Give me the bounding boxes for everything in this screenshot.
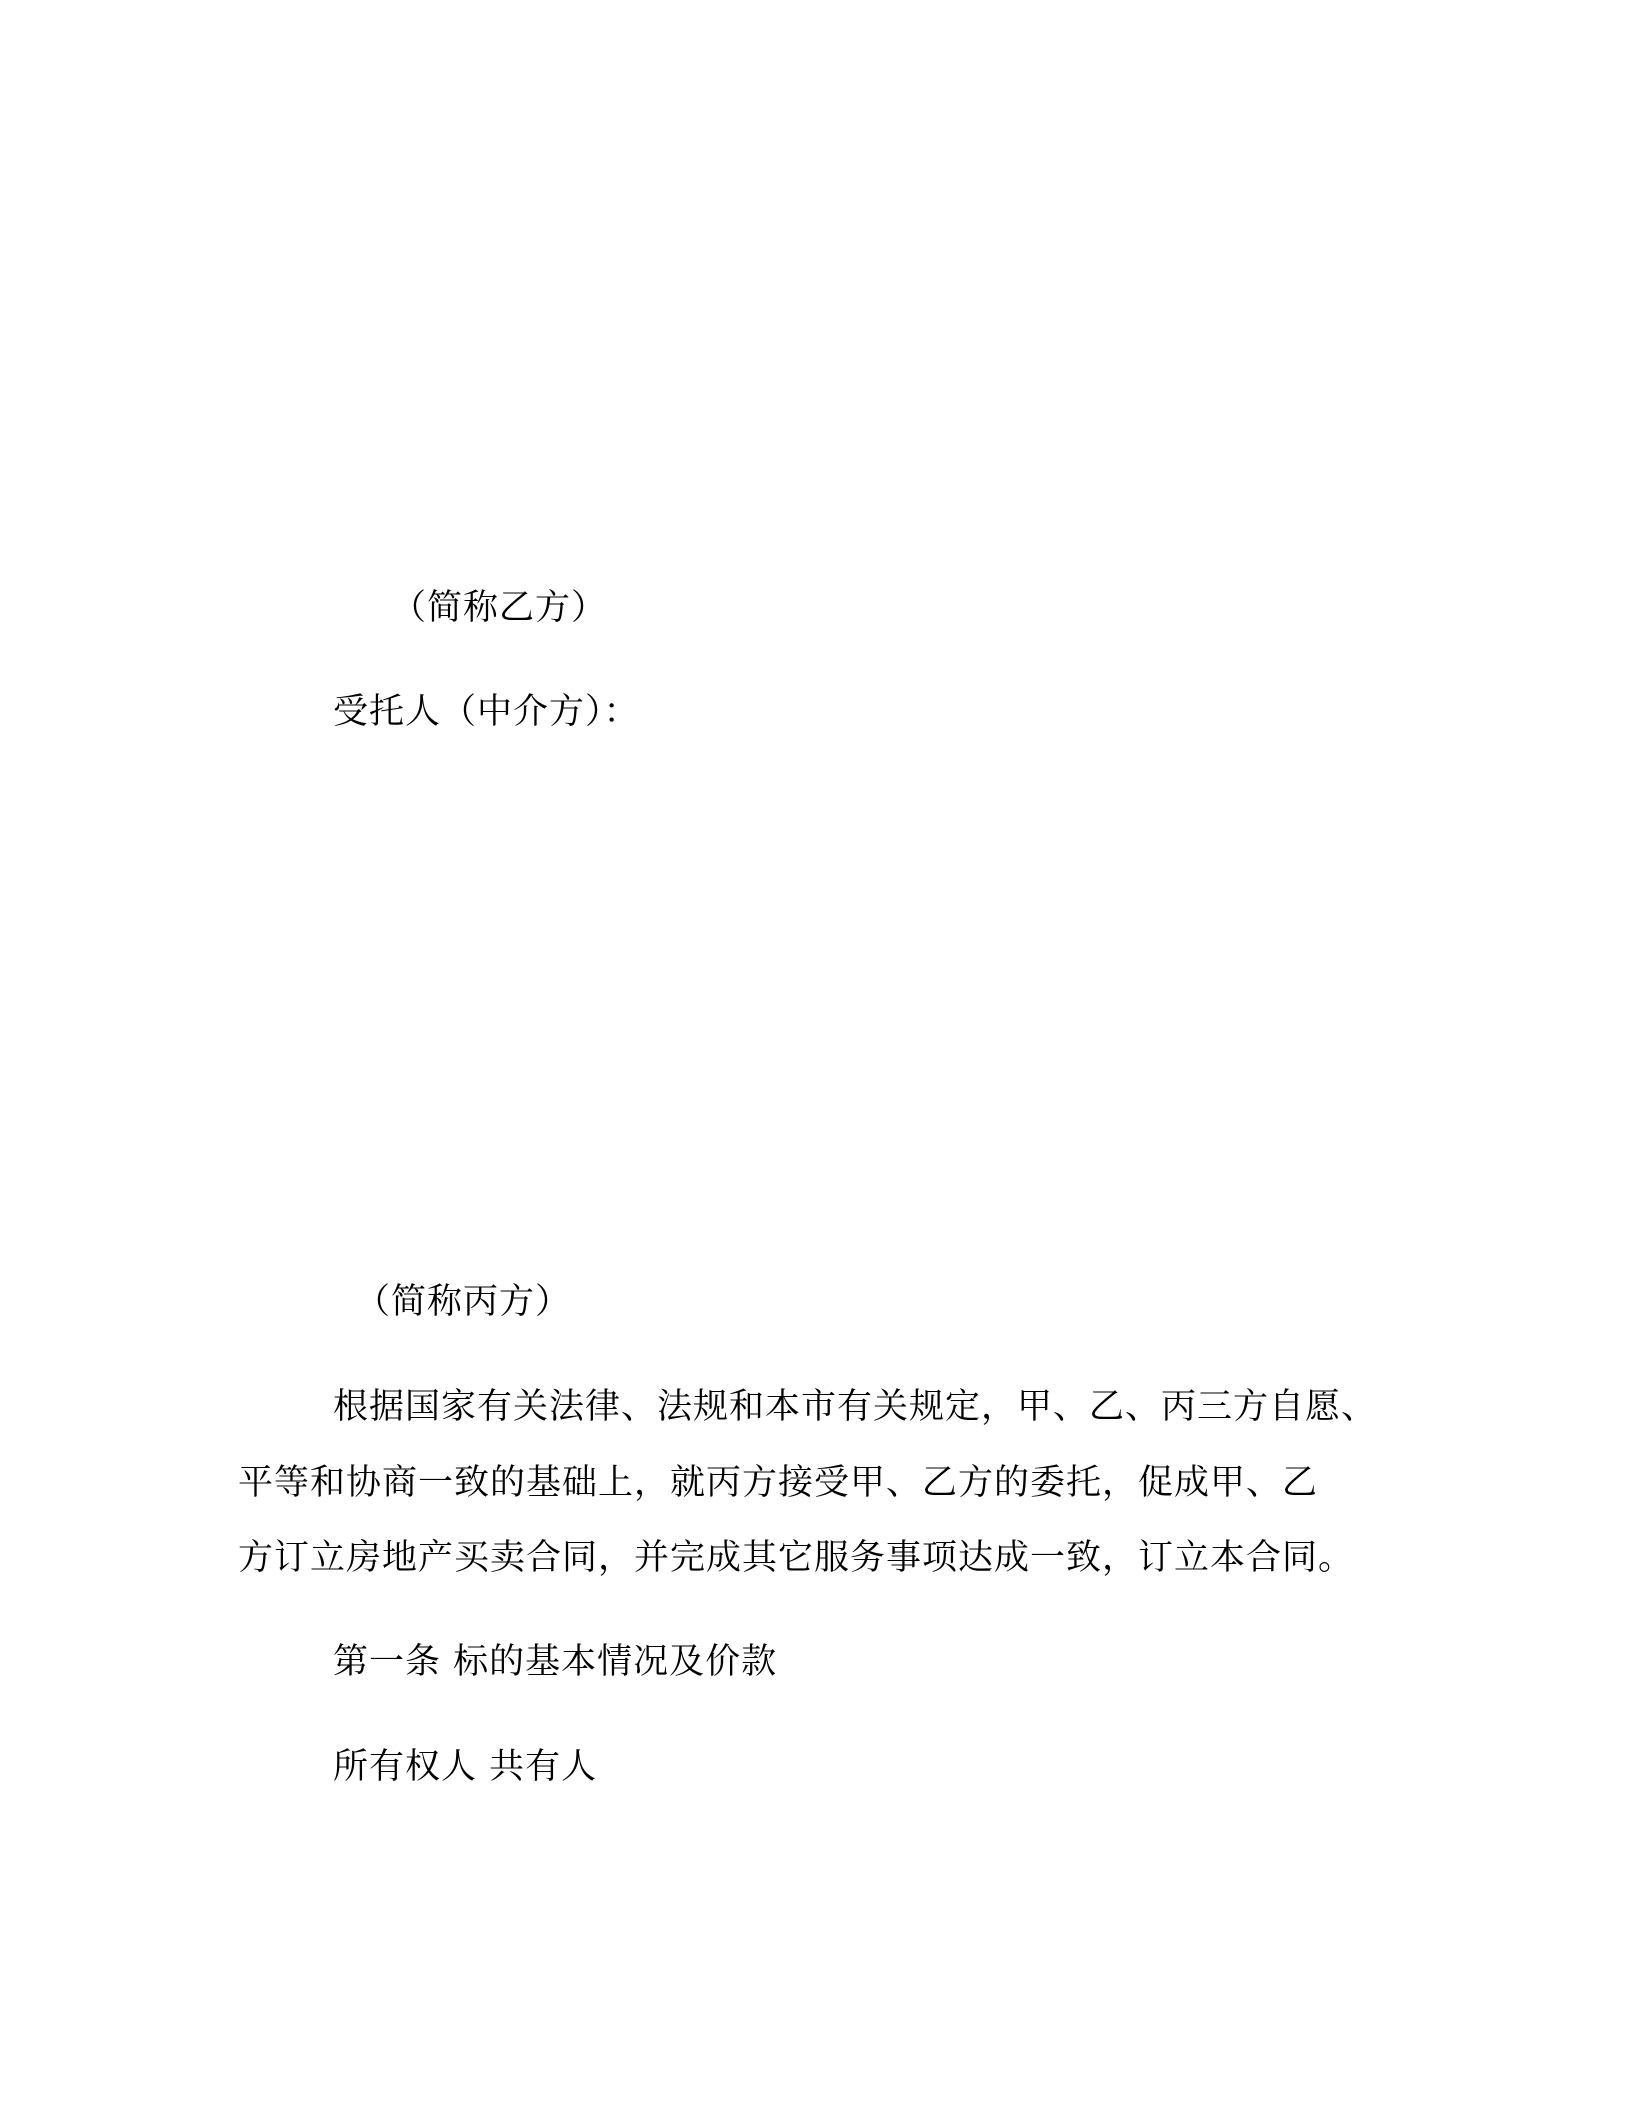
preamble-line-3: 方订立房地产买卖合同，并完成其它服务事项达成一致，订立本合同。 — [238, 1538, 1355, 1578]
party-b-abbreviation: （简称乙方） — [391, 588, 608, 628]
preamble-line-1: 根据国家有关法律、法规和本市有关规定，甲、乙、丙三方自愿、 — [333, 1387, 1378, 1427]
preamble-line-2: 平等和协商一致的基础上，就丙方接受甲、乙方的委托，促成甲、乙 — [238, 1463, 1319, 1503]
trustee-intermediary-label: 受托人（中介方）： — [333, 692, 640, 732]
party-c-abbreviation: （简称丙方） — [355, 1282, 572, 1322]
article-one-heading: 第一条 标的基本情况及价款 — [333, 1642, 778, 1682]
owner-co-owner-label: 所有权人 共有人 — [333, 1747, 598, 1787]
